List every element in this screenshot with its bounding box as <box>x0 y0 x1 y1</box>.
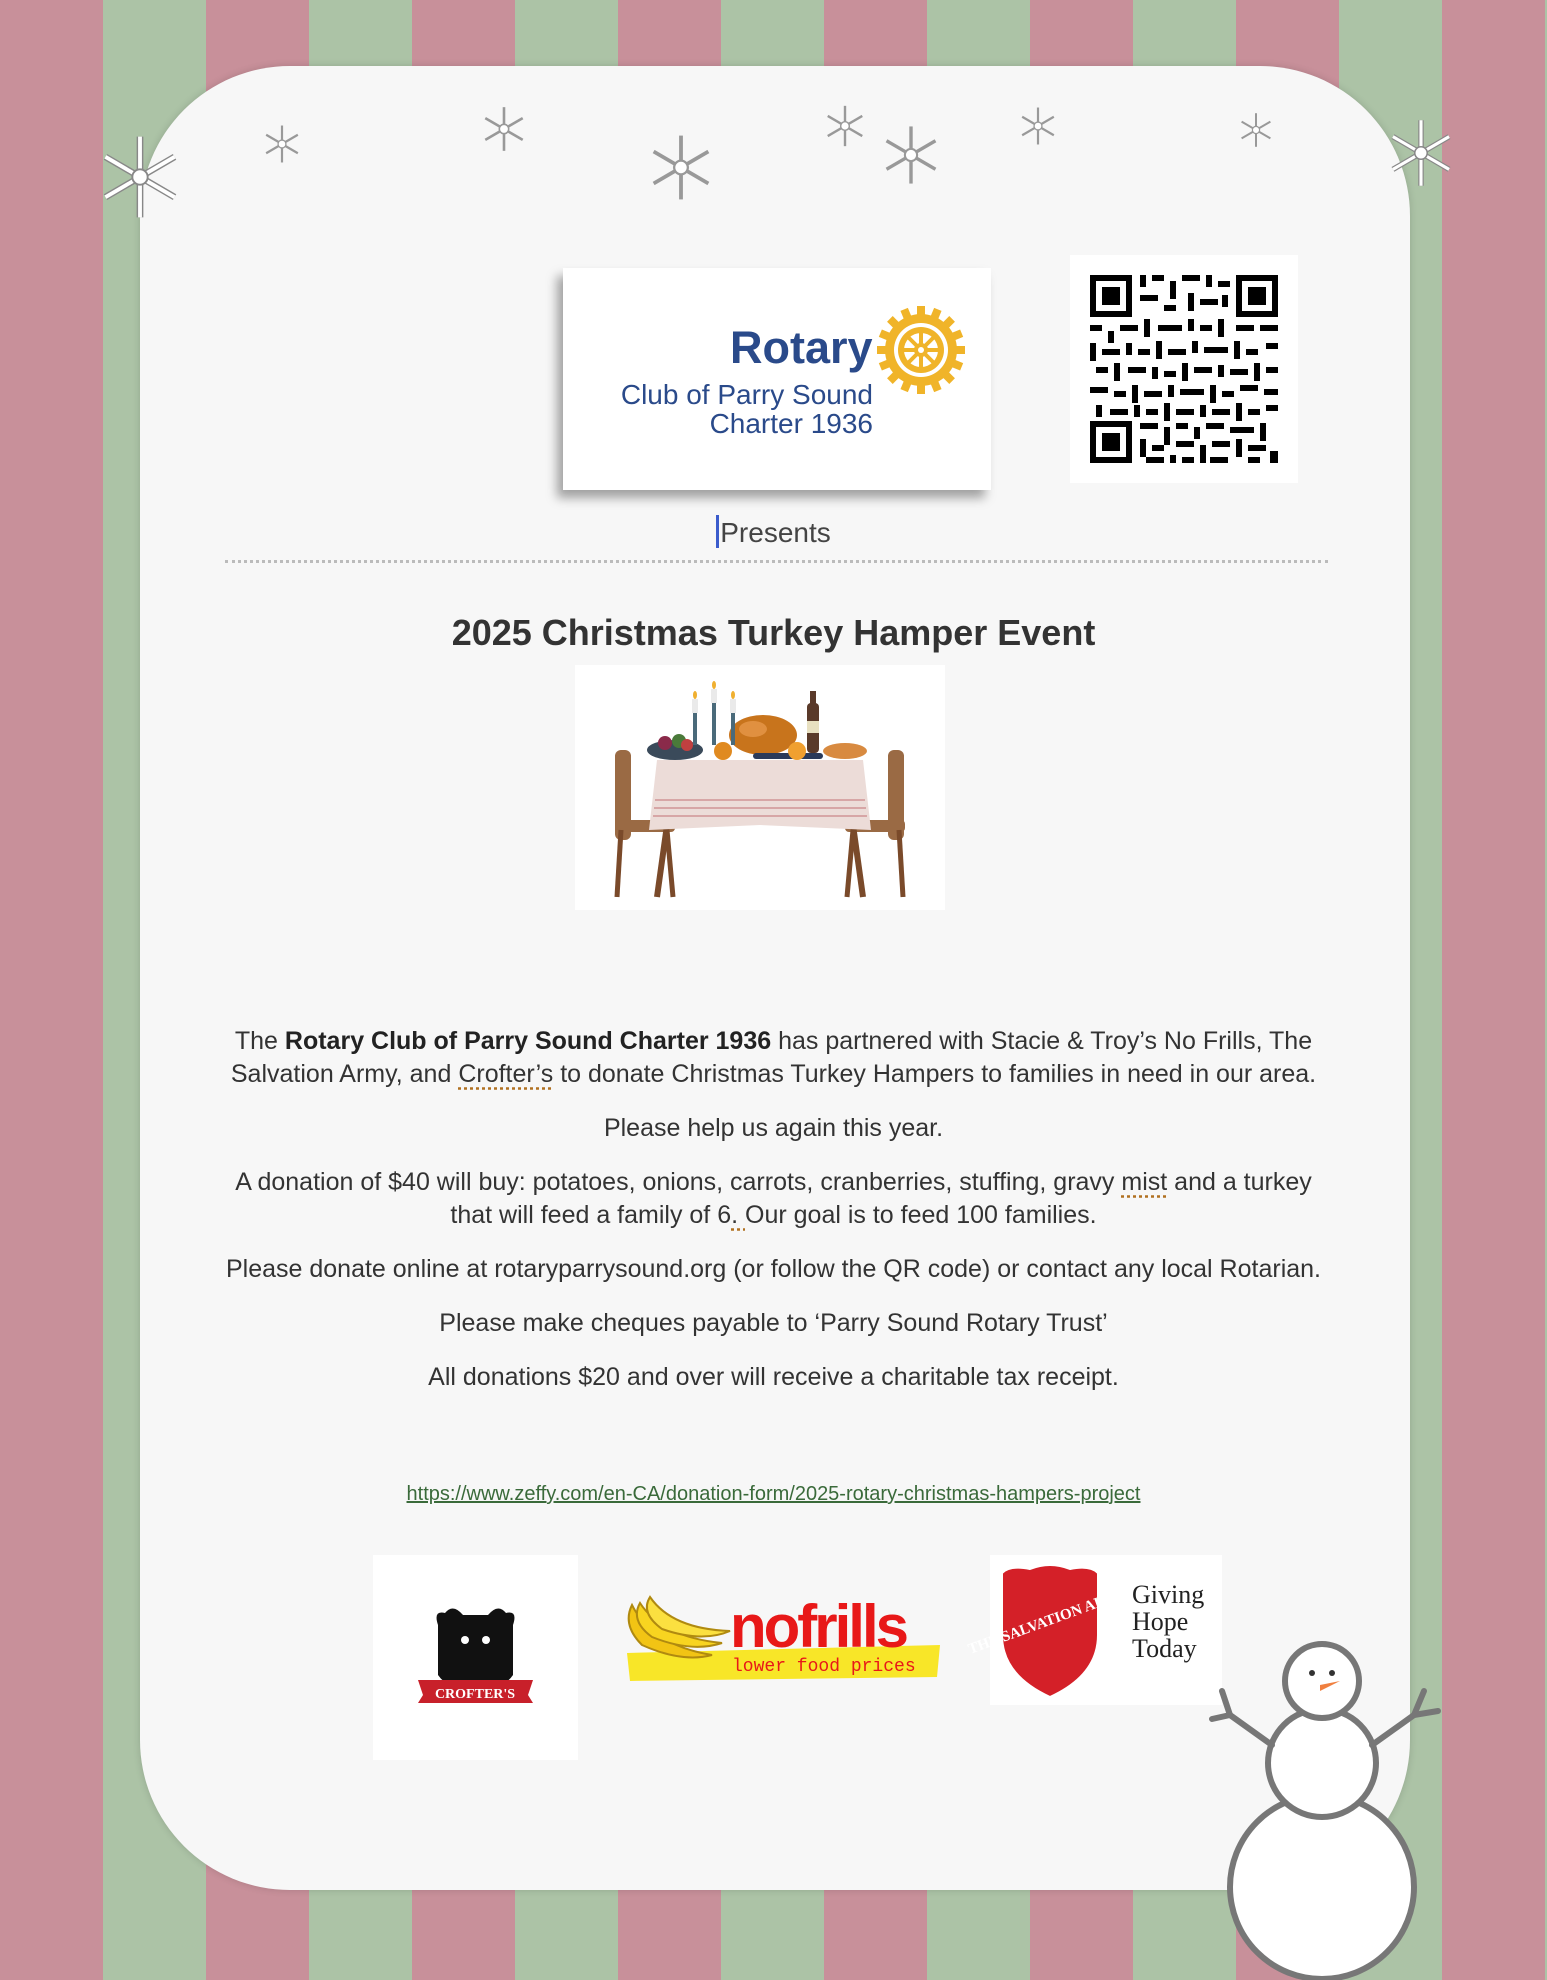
rotary-subtitle <box>621 380 873 438</box>
presents-text: Presents <box>720 517 831 548</box>
salvation-army-logo <box>966 1555 1222 1705</box>
snowflake-icon <box>1236 108 1276 152</box>
salvation-tagline-2: Hope <box>1132 1607 1189 1636</box>
nofrills-wordmark: nofrills <box>730 1593 907 1660</box>
dinner-table-illustration <box>575 665 945 910</box>
nofrills-logo <box>622 1585 944 1685</box>
dotted-divider <box>225 560 1328 563</box>
donation-post: Our goal is to feed 100 families. <box>745 1201 1097 1229</box>
salvation-tagline-1: Giving <box>1132 1580 1205 1609</box>
donation-paragraph <box>220 1166 1327 1232</box>
tax-receipt-paragraph: All donations $20 and over will receive a charitable tax receipt. <box>428 1363 1119 1391</box>
cheques-paragraph: Please make cheques payable to ‘Parry Sound Rotary Trust’ <box>439 1309 1108 1337</box>
rotary-club-name: Club of Parry Sound <box>620 379 873 410</box>
donation-punct: . <box>731 1201 746 1229</box>
snowflake-icon <box>643 120 719 215</box>
intro-pre: The <box>234 1027 285 1055</box>
club-name-bold: Rotary Club of Parry Sound Charter 1936 <box>284 1027 772 1055</box>
mist-text: mist <box>1121 1168 1168 1196</box>
donation-pre: A donation of $40 will buy: potatoes, onions, carrots, cranberries, stuffing, gravy <box>235 1168 1122 1196</box>
snowflake-icon <box>1382 108 1460 198</box>
event-title: 2025 Christmas Turkey Hamper Event <box>451 612 1096 653</box>
qr-code[interactable] <box>1070 255 1298 483</box>
donate-online-paragraph: Please donate online at rotaryparrysound.org (or follow the QR code) or contact any local Rotarian. <box>225 1255 1322 1283</box>
nofrills-tagline: lower food prices <box>732 1657 916 1677</box>
snowflake-icon <box>821 98 869 154</box>
intro-paragraph <box>220 1025 1327 1091</box>
snowflake-icon <box>478 98 530 160</box>
snowflake-icon <box>1016 100 1060 152</box>
salvation-tagline-3: Today <box>1132 1634 1197 1663</box>
text-cursor <box>716 515 719 548</box>
snowflake-icon <box>92 122 188 232</box>
rotary-charter: Charter 1936 <box>709 408 873 439</box>
snowflake-icon <box>260 120 304 168</box>
rotary-name: Rotary <box>730 322 873 373</box>
rotary-wheel-icon <box>877 306 965 399</box>
presents-label <box>0 515 1547 549</box>
body-text <box>220 1025 1327 1415</box>
intro-mid: has partnered with Stacie & Troy’s No Frills, The Salvation Army, and <box>230 1027 1313 1088</box>
rotary-logo <box>563 268 991 490</box>
snowman-icon <box>1210 1615 1455 1980</box>
crofters-logo <box>373 1555 578 1760</box>
crofters-text: Crofter’s <box>458 1060 554 1088</box>
salvation-shield-text: THE SALVATION ARMY <box>966 1584 1132 1658</box>
donation-mid: and a turkey that will feed a family of 6 <box>450 1168 1312 1229</box>
snowflake-icon <box>877 115 945 195</box>
intro-post: to donate Christmas Turkey Hampers to families in need in our area. <box>560 1060 1317 1088</box>
crofters-wordmark: CROFTER'S <box>434 1687 516 1702</box>
donation-link[interactable]: https://www.zeffy.com/en-CA/donation-form/2025-rotary-christmas-hampers-project <box>406 1483 1141 1505</box>
help-line: Please help us again this year. <box>603 1114 944 1142</box>
